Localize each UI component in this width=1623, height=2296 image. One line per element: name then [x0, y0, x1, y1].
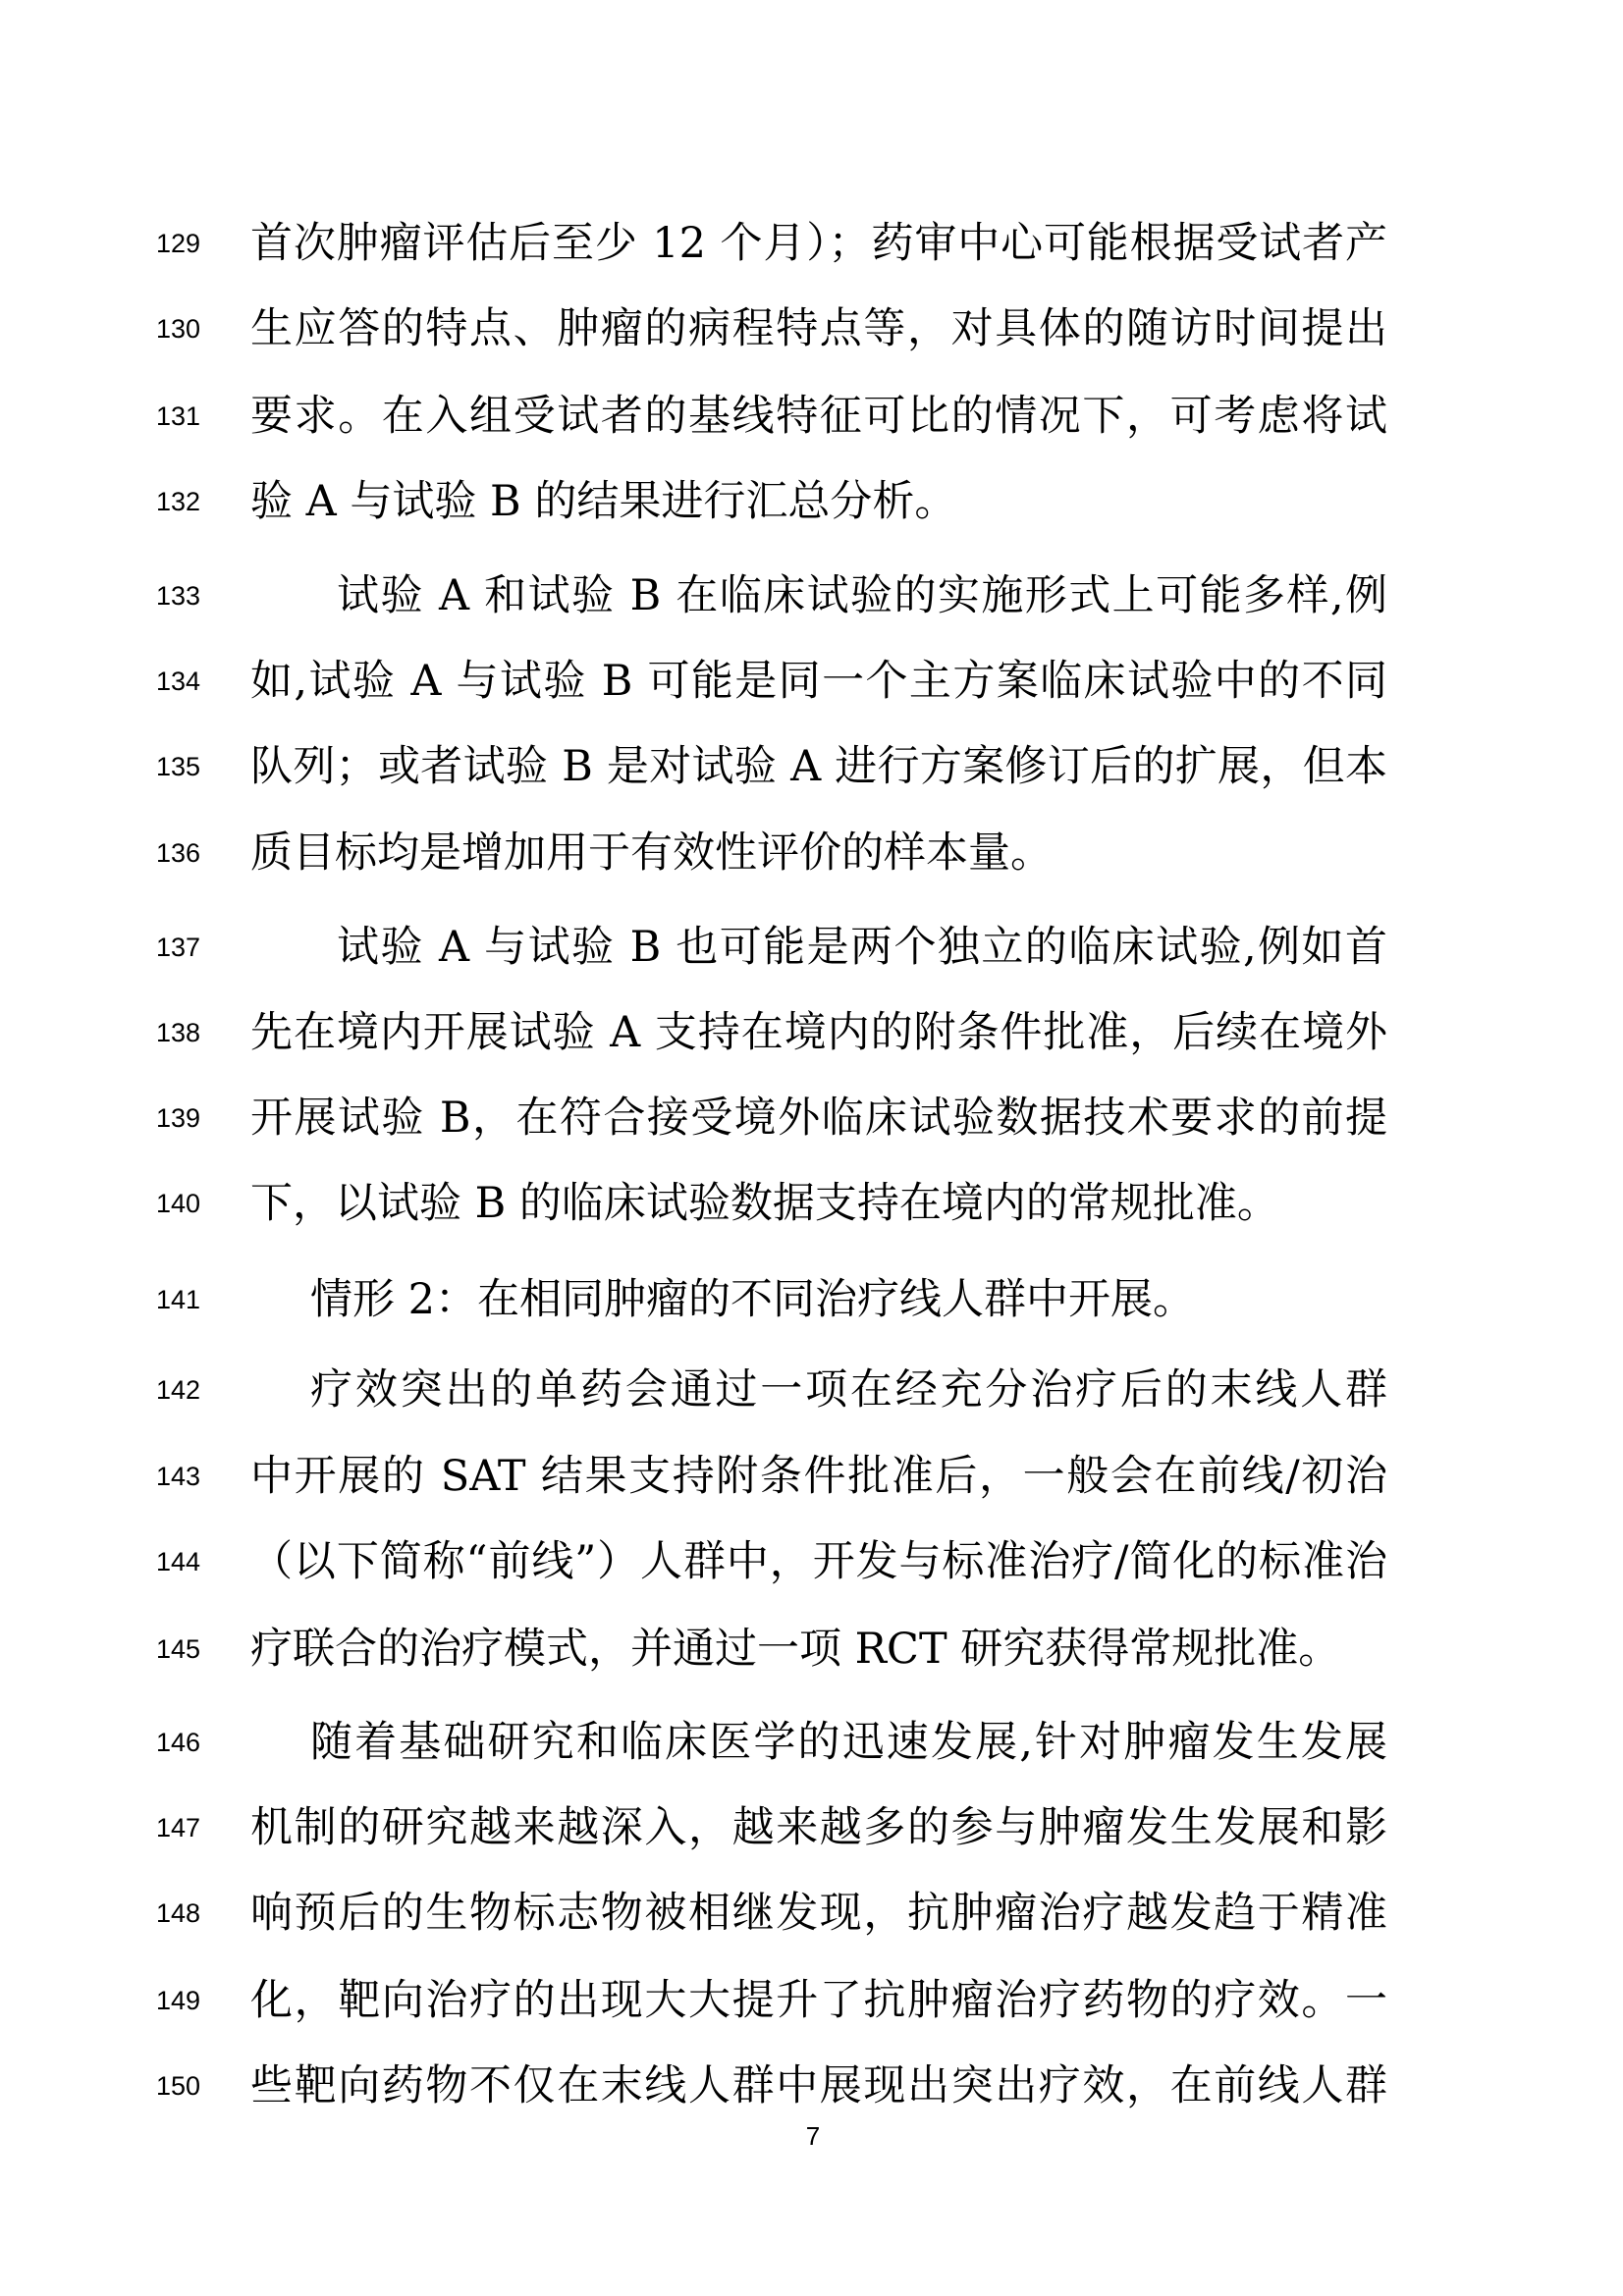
line-number: 150	[155, 2071, 200, 2101]
line-number: 140	[155, 1189, 200, 1218]
line-number: 136	[155, 838, 200, 868]
text-line	[0, 1882, 1623, 1945]
line-number: 129	[155, 229, 200, 258]
text-line	[0, 2055, 1623, 2117]
text-line	[0, 564, 1623, 627]
line-text: 队列；或者试验 B 是对试验 A 进行方案修订后的扩展，但本	[250, 742, 1387, 791]
text-line	[0, 1969, 1623, 2032]
line-text: 随着基础研究和临床医学的迅速发展,针对肿瘤发生发展	[310, 1718, 1387, 1767]
text-line	[0, 212, 1623, 275]
text-line	[0, 1268, 1623, 1331]
line-text: 疗效突出的单药会通过一项在经充分治疗后的末线人群	[310, 1365, 1387, 1415]
text-line	[0, 297, 1623, 360]
text-line	[0, 385, 1623, 448]
text-line	[0, 1530, 1623, 1593]
line-number: 132	[155, 487, 200, 516]
line-text: 首次肿瘤评估后至少 12 个月）；药审中心可能根据受试者产	[250, 219, 1387, 268]
text-line	[0, 1445, 1623, 1508]
line-number: 143	[155, 1462, 200, 1491]
line-text: 要求。在入组受试者的基线特征可比的情况下，可考虑将试	[250, 392, 1387, 441]
text-line	[0, 1796, 1623, 1859]
line-number: 133	[155, 581, 200, 611]
line-text: 试验 A 和试验 B 在临床试验的实施形式上可能多样,例	[337, 571, 1387, 620]
line-number: 144	[155, 1547, 200, 1576]
line-text: 机制的研究越来越深入，越来越多的参与肿瘤发生发展和影	[250, 1803, 1387, 1852]
text-line	[0, 1618, 1623, 1681]
line-text: 开展试验 B，在符合接受境外临床试验数据技术要求的前提	[250, 1094, 1387, 1143]
page-number: 7	[805, 2121, 821, 2151]
line-number: 142	[155, 1375, 200, 1405]
line-text: 疗联合的治疗模式，并通过一项 RCT 研究获得常规批准。	[250, 1625, 1341, 1674]
line-number: 141	[155, 1285, 200, 1314]
line-number: 146	[155, 1728, 200, 1757]
line-number: 149	[155, 1986, 200, 2015]
text-line	[0, 916, 1623, 979]
text-line	[0, 1001, 1623, 1064]
line-number: 134	[155, 667, 200, 696]
line-number: 135	[155, 752, 200, 781]
line-number: 137	[155, 933, 200, 962]
text-line	[0, 1711, 1623, 1774]
text-line	[0, 1172, 1623, 1235]
line-number: 130	[155, 314, 200, 344]
line-text: 如,试验 A 与试验 B 可能是同一个主方案临床试验中的不同	[250, 657, 1387, 706]
text-line	[0, 1359, 1623, 1421]
text-line	[0, 822, 1623, 884]
line-text: 中开展的 SAT 结果支持附条件批准后，一般会在前线/初治	[250, 1452, 1387, 1501]
line-text: 质目标均是增加用于有效性评价的样本量。	[250, 828, 1053, 878]
line-text: 生应答的特点、肿瘤的病程特点等，对具体的随访时间提出	[250, 304, 1387, 353]
line-text: 验 A 与试验 B 的结果进行汇总分析。	[250, 477, 957, 526]
line-text: 些靶向药物不仅在末线人群中展现出突出疗效，在前线人群	[250, 2061, 1387, 2110]
line-text: 化，靶向治疗的出现大大提升了抗肿瘤治疗药物的疗效。一	[250, 1976, 1387, 2025]
line-text: 试验 A 与试验 B 也可能是两个独立的临床试验,例如首	[337, 923, 1387, 972]
line-number: 138	[155, 1018, 200, 1047]
line-number: 147	[155, 1813, 200, 1842]
line-text: 先在境内开展试验 A 支持在境内的附条件批准，后续在境外	[250, 1008, 1387, 1057]
text-line	[0, 470, 1623, 533]
text-line	[0, 735, 1623, 798]
line-number: 145	[155, 1634, 200, 1664]
line-number: 139	[155, 1103, 200, 1133]
line-text: 情形 2：在相同肿瘤的不同治疗线人群中开展。	[310, 1275, 1196, 1324]
text-line	[0, 1087, 1623, 1149]
line-text: （以下简称“前线”）人群中，开发与标准治疗/简化的标准治	[250, 1537, 1387, 1586]
line-number: 131	[155, 401, 200, 431]
text-line	[0, 650, 1623, 713]
line-number: 148	[155, 1898, 200, 1928]
line-text: 下，以试验 B 的临床试验数据支持在境内的常规批准。	[250, 1179, 1279, 1228]
line-text: 响预后的生物标志物被相继发现，抗肿瘤治疗越发趋于精准	[250, 1889, 1387, 1938]
